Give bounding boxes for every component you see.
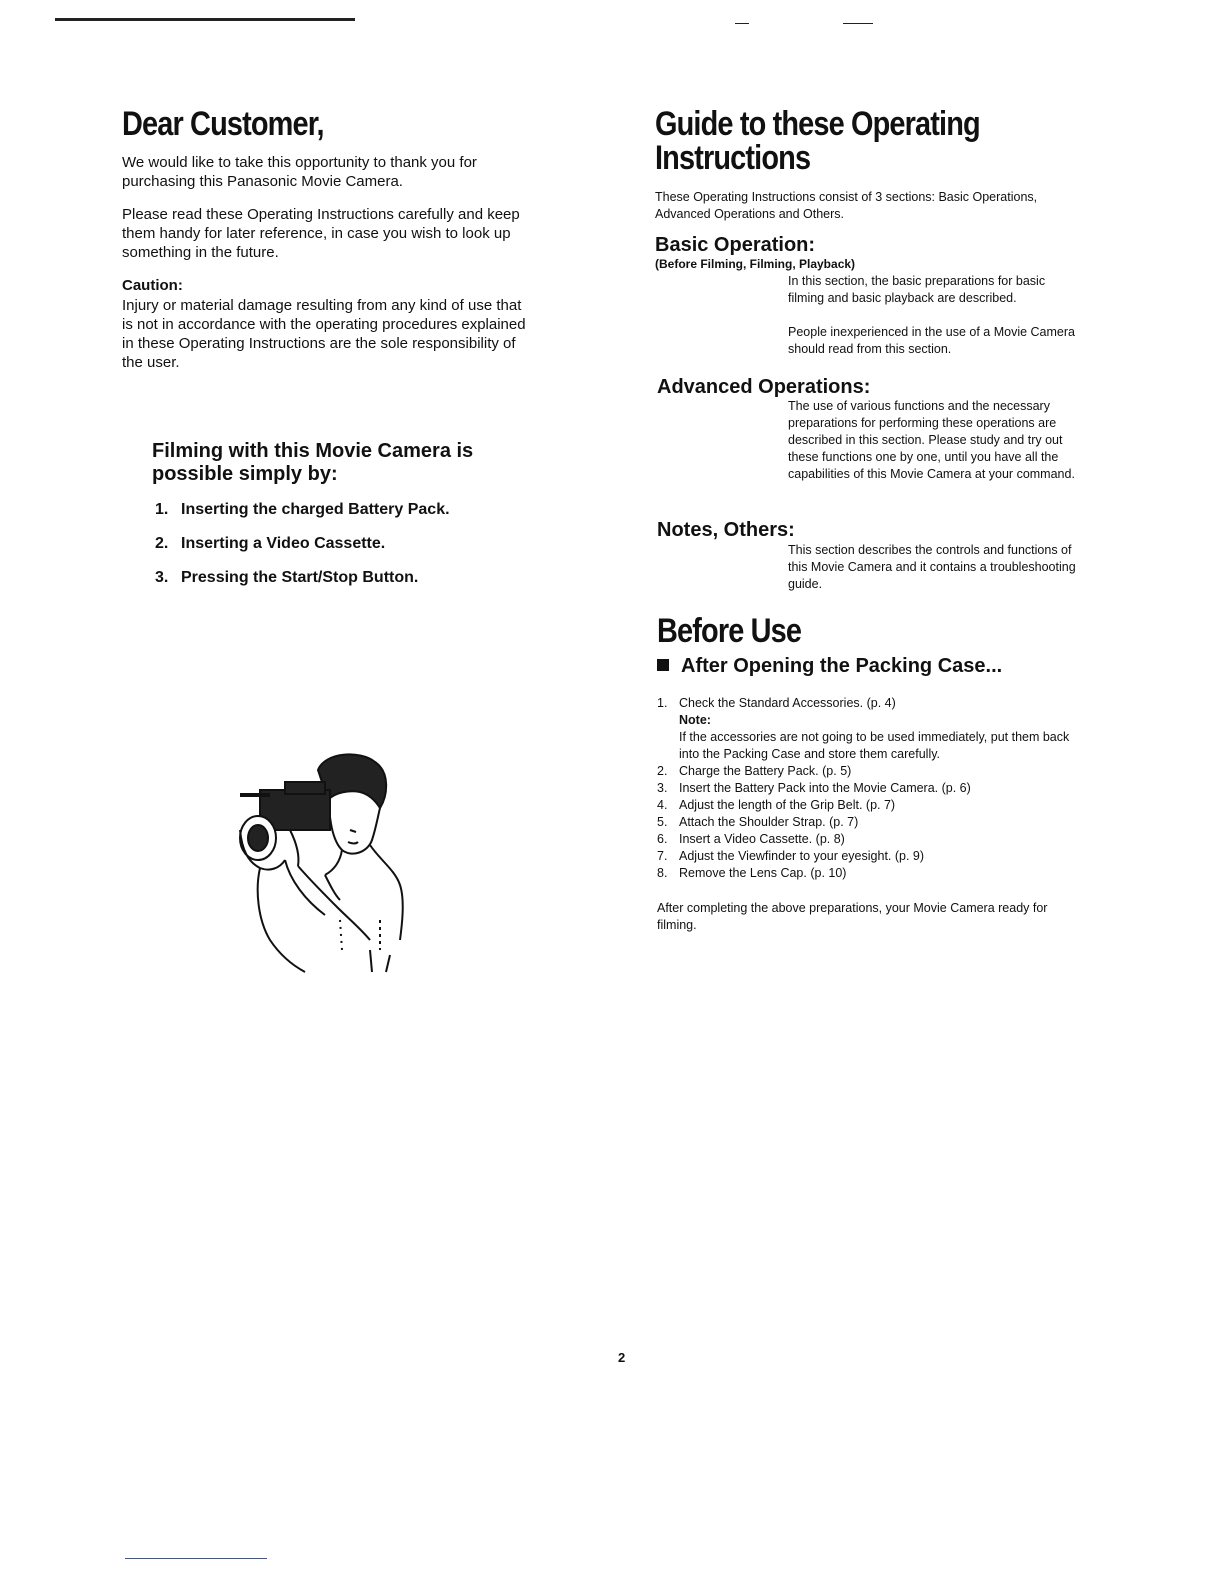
caution-label: Caution: (122, 277, 183, 294)
dear-customer-title: Dear Customer, (122, 105, 324, 143)
notes-others-text: This section describes the controls and functions of this Movie Camera and it contains a troubleshooting guide. (788, 543, 1076, 591)
guide-intro: These Operating Instructions consist of 3 sections: Basic Operations, Advanced Operations and Others. (655, 190, 1038, 221)
note-text: If the accessories are not going to be used immediately, put them back into the Packing Case and store them carefully. (679, 730, 1070, 761)
basic-operation-heading: Basic Operation: (655, 234, 816, 256)
closing-paragraph: After completing the above preparations, your Movie Camera ready for filming. (657, 901, 1048, 932)
scan-artifact-line (125, 1558, 267, 1559)
basic-operation-text-2: People inexperienced in the use of a Movie Camera should read from this section. (788, 325, 1075, 356)
read-instructions-paragraph: Please read these Operating Instructions carefully and keep them handy for later reference, in case you wish to look up something in the future. (122, 206, 520, 261)
guide-title-line-2: Instructions (655, 139, 811, 177)
list-item: 7. Adjust the Viewfinder to your eyesight. (p. 9) (657, 849, 925, 863)
camera-operator-illustration (230, 750, 430, 975)
caution-text: Injury or material damage resulting from any kind of use that is not in accordance with the operating procedures explained in these Operating Instructions are the sole responsibility of the user. (122, 297, 526, 371)
list-item: 3. Pressing the Start/Stop Button. (155, 569, 419, 586)
list-item: 2. Charge the Battery Pack. (p. 5) (657, 764, 852, 778)
notes-others-heading: Notes, Others: (657, 519, 795, 541)
list-item: 1. Inserting the charged Battery Pack. (155, 501, 450, 518)
basic-operation-subheading: (Before Filming, Filming, Playback) (655, 257, 856, 271)
filming-steps-list (155, 500, 515, 602)
advanced-operations-text: The use of various functions and the necessary preparations for performing these operations are described in this section. Please study and try out these functions one by one, until you have all the capabilities of this Movie Camera at your command. (788, 399, 1075, 481)
scan-artifact-line (735, 23, 749, 24)
list-item: 6. Insert a Video Cassette. (p. 8) (657, 832, 845, 846)
packing-case-heading: After Opening the Packing Case... (657, 655, 1002, 677)
before-use-title: Before Use (657, 612, 802, 650)
scan-artifact-line (55, 18, 355, 21)
filming-heading: Filming with this Movie Camera is possible simply by: (152, 440, 474, 485)
list-item: 1. Check the Standard Accessories. (p. 4) (657, 696, 896, 710)
list-item: 2. Inserting a Video Cassette. (155, 535, 386, 552)
list-item: 8. Remove the Lens Cap. (p. 10) (657, 866, 847, 880)
guide-title-line-1: Guide to these Operating (655, 105, 980, 143)
preparation-list (657, 695, 1077, 882)
list-item: 3. Insert the Battery Pack into the Movie Camera. (p. 6) (657, 781, 971, 795)
list-item: 4. Adjust the length of the Grip Belt. (p. 7) (657, 798, 896, 812)
advanced-operations-heading: Advanced Operations: (657, 376, 871, 398)
note-label: Note: (679, 713, 711, 727)
scan-artifact-line (843, 23, 873, 24)
note-item (657, 712, 1077, 763)
list-item: 5. Attach the Shoulder Strap. (p. 7) (657, 815, 859, 829)
bullet-square-icon (657, 659, 669, 671)
thank-you-paragraph: We would like to take this opportunity to thank you for purchasing this Panasonic Movie Camera. (122, 154, 477, 190)
page-number: 2 (618, 1350, 626, 1365)
basic-operation-text: In this section, the basic preparations for basic filming and basic playback are described. (788, 274, 1046, 305)
